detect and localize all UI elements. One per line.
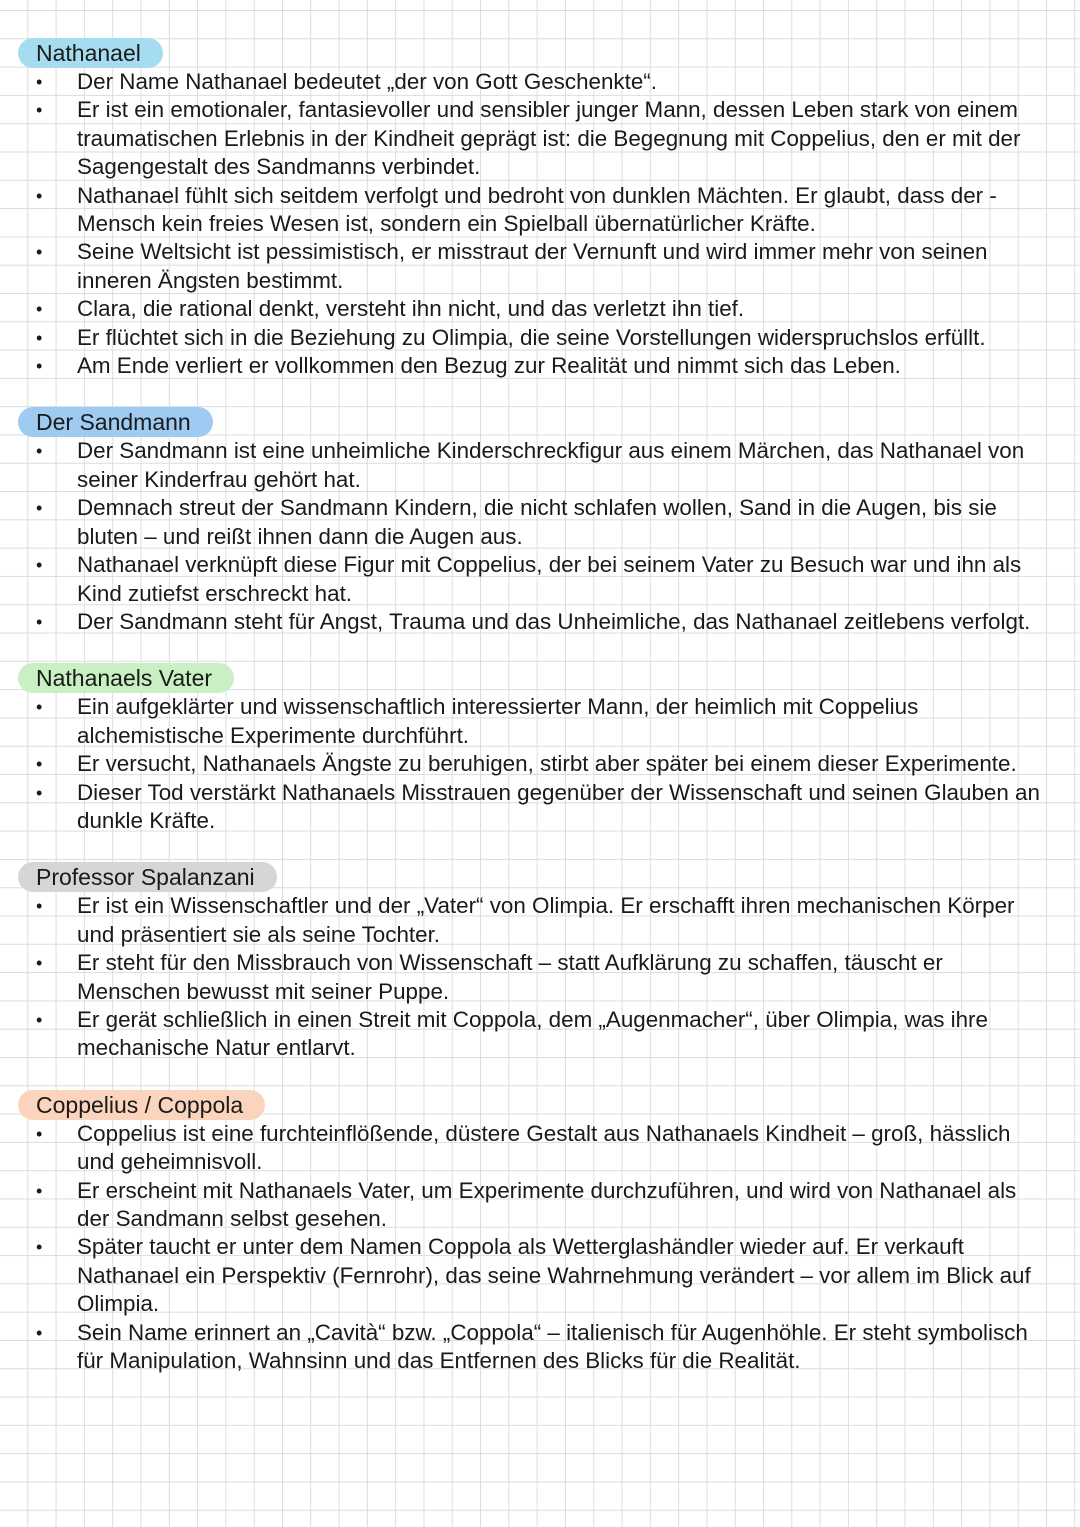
bullet-item: • Er versucht, Nathanaels Ängste zu beruhigen, stirbt aber später bei einem dieser Experimente. xyxy=(0,750,1080,778)
bullet-item: • Er gerät schließlich in einen Streit mit Coppola, dem „Augenmacher“, über Olimpia, was ihre mechanische Natur entlarvt. xyxy=(0,1006,1080,1063)
bullet-item: • Er flüchtet sich in die Beziehung zu Olimpia, die seine Vorstellungen widerspruchslos erfüllt. xyxy=(0,324,1080,352)
section-coppelius-coppola xyxy=(0,1090,1080,1376)
section-heading: Coppelius / Coppola xyxy=(18,1090,265,1120)
bullet-item: • Nathanael verknüpft diese Figur mit Coppelius, der bei seinem Vater zu Besuch war und ihn als Kind zutiefst erschreckt hat. xyxy=(0,551,1080,608)
section-nathanael xyxy=(0,38,1080,380)
bullet-item: • Der Sandmann steht für Angst, Trauma und das Unheimliche, das Nathanael zeitlebens verfolgt. xyxy=(0,608,1080,636)
bullet-item: • Er ist ein Wissenschaftler und der „Vater“ von Olimpia. Er erschafft ihren mechanischen Körper und präsentiert sie als seine Tochter. xyxy=(0,892,1080,949)
notes-page xyxy=(0,38,1080,1402)
section-heading: Nathanael xyxy=(18,38,163,68)
bullet-list xyxy=(0,693,1080,835)
bullet-list xyxy=(0,68,1080,380)
section-nathanaels-vater xyxy=(0,663,1080,835)
bullet-item: • Demnach streut der Sandmann Kindern, die nicht schlafen wollen, Sand in die Augen, bis sie bluten – und reißt ihnen dann die Augen aus. xyxy=(0,494,1080,551)
bullet-item: • Nathanael fühlt sich seitdem verfolgt und bedroht von dunklen Mächten. Er glaubt, dass der - Mensch kein freies Wesen ist, sondern ein Spielball übernatürlicher Kräfte. xyxy=(0,182,1080,239)
bullet-list xyxy=(0,892,1080,1062)
bullet-item: • Er ist ein emotionaler, fantasievoller und sensibler junger Mann, dessen Leben stark von einem traumatischen Erlebnis in der Kindheit geprägt ist: die Begegnung mit Coppelius, den er mit der Sagengestalt des Sandmanns verbindet. xyxy=(0,96,1080,181)
section-heading: Professor Spalanzani xyxy=(18,862,277,892)
section-heading: Nathanaels Vater xyxy=(18,663,234,693)
bullet-item: • Ein aufgeklärter und wissenschaftlich interessierter Mann, der heimlich mit Coppelius alchemistische Experimente durchführt. xyxy=(0,693,1080,750)
bullet-item: • Er steht für den Missbrauch von Wissenschaft – statt Aufklärung zu schaffen, täuscht er Menschen bewusst mit seiner Puppe. xyxy=(0,949,1080,1006)
bullet-list xyxy=(0,1120,1080,1376)
bullet-item: • Seine Weltsicht ist pessimistisch, er misstraut der Vernunft und wird immer mehr von seinen inneren Ängsten bestimmt. xyxy=(0,238,1080,295)
bullet-item: • Clara, die rational denkt, versteht ihn nicht, und das verletzt ihn tief. xyxy=(0,295,1080,323)
bullet-item: • Später taucht er unter dem Namen Coppola als Wetterglashändler wieder auf. Er verkauft Nathanael ein Perspektiv (Fernrohr), das seine Wahrnehmung verändert – vor allem im Blick auf Olimpia. xyxy=(0,1233,1080,1318)
bullet-list xyxy=(0,437,1080,636)
bullet-item: • Dieser Tod verstärkt Nathanaels Misstrauen gegenüber der Wissenschaft und seinen Glauben an dunkle Kräfte. xyxy=(0,779,1080,836)
bullet-item: • Coppelius ist eine furchteinflößende, düstere Gestalt aus Nathanaels Kindheit – groß, hässlich und geheimnisvoll. xyxy=(0,1120,1080,1177)
bullet-item: • Der Sandmann ist eine unheimliche Kinderschreckfigur aus einem Märchen, das Nathanael von seiner Kinderfrau gehört hat. xyxy=(0,437,1080,494)
bullet-item: • Der Name Nathanael bedeutet „der von Gott Geschenkte“. xyxy=(0,68,1080,96)
section-heading: Der Sandmann xyxy=(18,407,213,437)
section-der-sandmann xyxy=(0,407,1080,636)
section-professor-spalanzani xyxy=(0,862,1080,1062)
bullet-item: • Er erscheint mit Nathanaels Vater, um Experimente durchzuführen, und wird von Nathanael als der Sandmann selbst gesehen. xyxy=(0,1177,1080,1234)
bullet-item: • Am Ende verliert er vollkommen den Bezug zur Realität und nimmt sich das Leben. xyxy=(0,352,1080,380)
bullet-item: • Sein Name erinnert an „Cavità“ bzw. „Coppola“ – italienisch für Augenhöhle. Er steht symbolisch für Manipulation, Wahnsinn und das Entfernen des Blicks für die Realität. xyxy=(0,1319,1080,1376)
